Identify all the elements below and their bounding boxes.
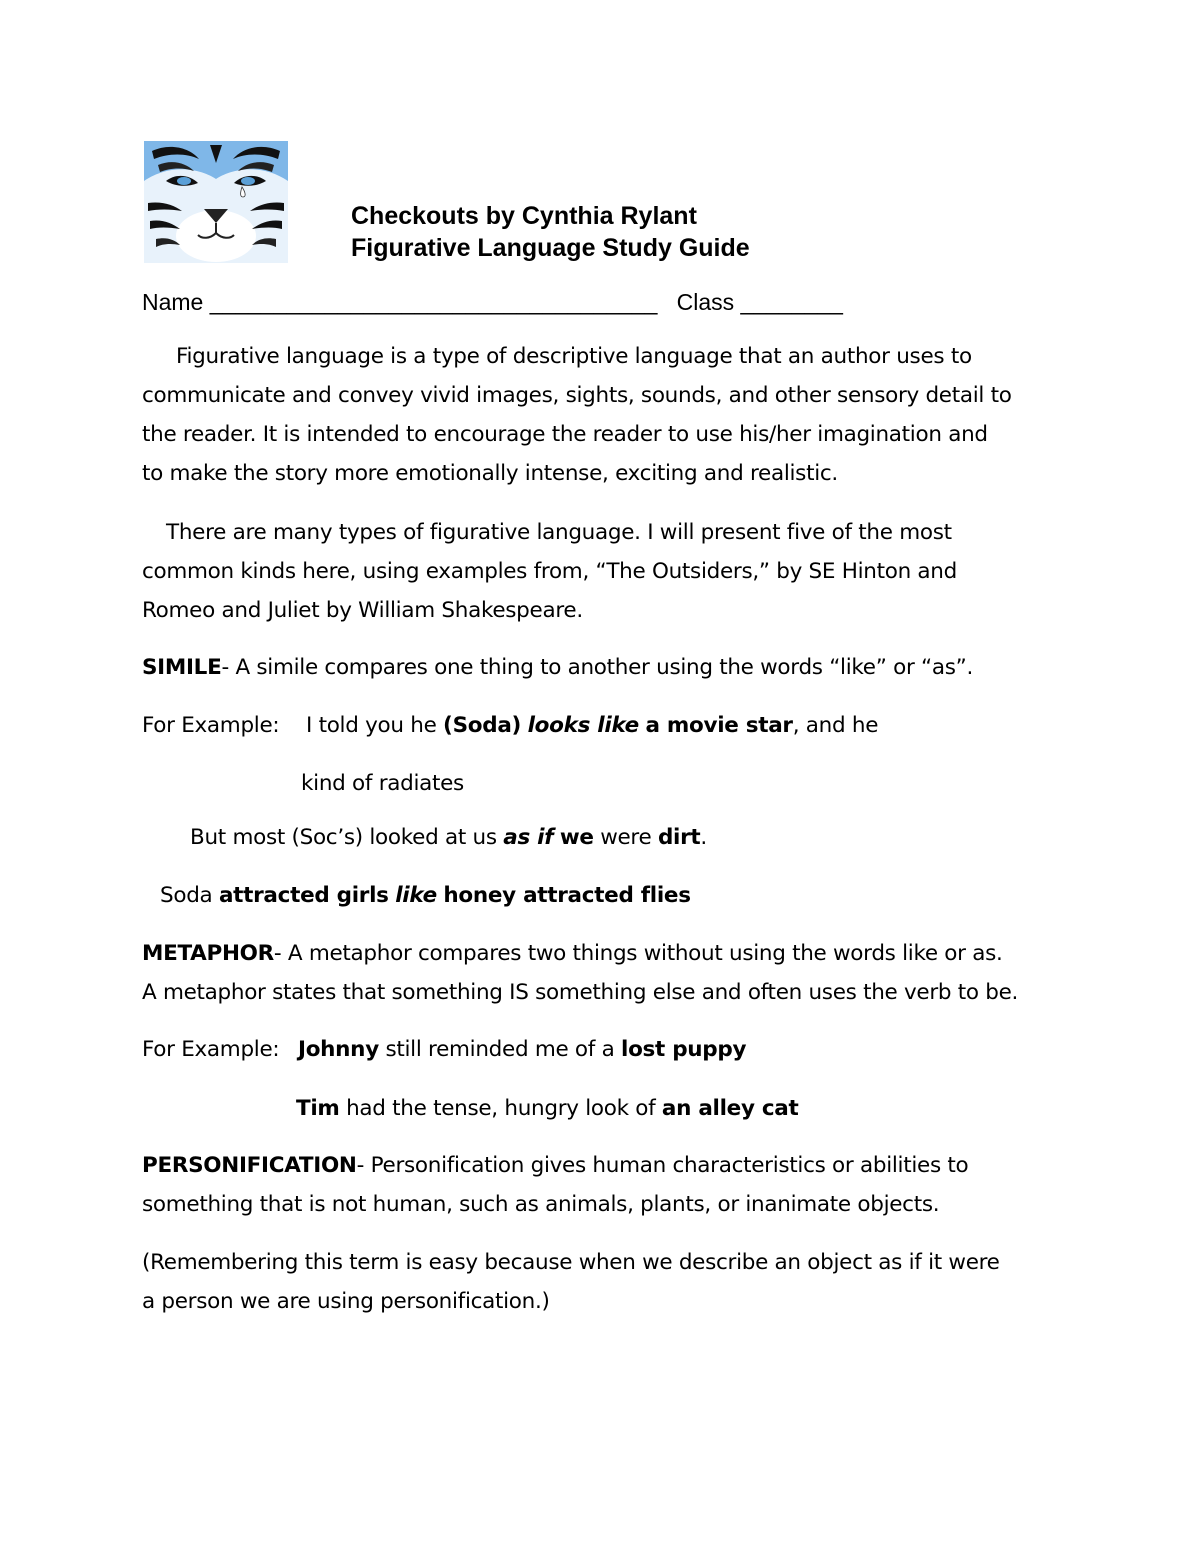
- intro-p1-line-1: Figurative language is a type of descriptive language that an author uses to: [176, 344, 972, 369]
- intro-p1-line-4: to make the story more emotionally intense, exciting and realistic.: [142, 461, 838, 486]
- class-blank[interactable]: ________: [740, 289, 843, 315]
- name-class-line: [142, 287, 843, 317]
- metaphor-term: METAPHOR: [142, 941, 274, 966]
- personification-definition-line-2: something that is not human, such as animals, plants, or inanimate objects.: [142, 1192, 940, 1217]
- intro-paragraph-1: [142, 337, 1082, 493]
- personification-note-line-2: a person we are using personification.): [142, 1289, 550, 1314]
- name-label: Name: [142, 289, 204, 315]
- title-line-1: Checkouts by Cynthia Rylant: [351, 202, 697, 230]
- simile-example-label: For Example:: [142, 713, 280, 738]
- personification-note-line-1: (Remembering this term is easy because when we describe an object as if it were: [142, 1250, 1000, 1275]
- class-label: Class: [676, 289, 735, 315]
- intro-p2-line-1: There are many types of figurative language. I will present five of the most: [166, 520, 952, 545]
- simile-example-3: Soda attracted girls like honey attracted flies: [160, 883, 691, 908]
- simile-example-1-cont: kind of radiates: [301, 771, 464, 796]
- name-blank[interactable]: ___________________________________: [209, 289, 658, 315]
- intro-p1-line-2: communicate and convey vivid images, sights, sounds, and other sensory detail to: [142, 383, 1012, 408]
- simile-term: SIMILE: [142, 655, 222, 680]
- tiger-logo: [144, 141, 288, 263]
- white-tiger-face-icon: [144, 141, 288, 263]
- intro-p1-line-3: the reader. It is intended to encourage the reader to use his/her imagination and: [142, 422, 988, 447]
- simile-definition: SIMILE- A simile compares one thing to another using the words “like” or “as”.: [142, 655, 974, 680]
- simile-example-1: I told you he (Soda) looks like a movie star, and he: [306, 713, 879, 738]
- metaphor-example-2: Tim had the tense, hungry look of an alley cat: [296, 1096, 799, 1121]
- metaphor-definition-line-2: A metaphor states that something IS something else and often uses the verb to be.: [142, 980, 1019, 1005]
- document-title: [351, 200, 750, 264]
- metaphor-example-1: Johnny still reminded me of a lost puppy: [298, 1037, 747, 1062]
- metaphor-definition-line-1: METAPHOR- A metaphor compares two things without using the words like or as.: [142, 941, 1003, 966]
- intro-p2-line-3: Romeo and Juliet by William Shakespeare.: [142, 598, 583, 623]
- intro-p2-line-2: common kinds here, using examples from, “The Outsiders,” by SE Hinton and: [142, 559, 957, 584]
- metaphor-example-label: For Example:: [142, 1037, 280, 1062]
- simile-example-2: But most (Soc’s) looked at us as if we were dirt.: [190, 825, 707, 850]
- title-line-2: Figurative Language Study Guide: [351, 234, 750, 262]
- personification-term: PERSONIFICATION: [142, 1153, 357, 1178]
- intro-paragraph-2: [142, 513, 1082, 630]
- personification-definition-line-1: PERSONIFICATION- Personification gives human characteristics or abilities to: [142, 1153, 969, 1178]
